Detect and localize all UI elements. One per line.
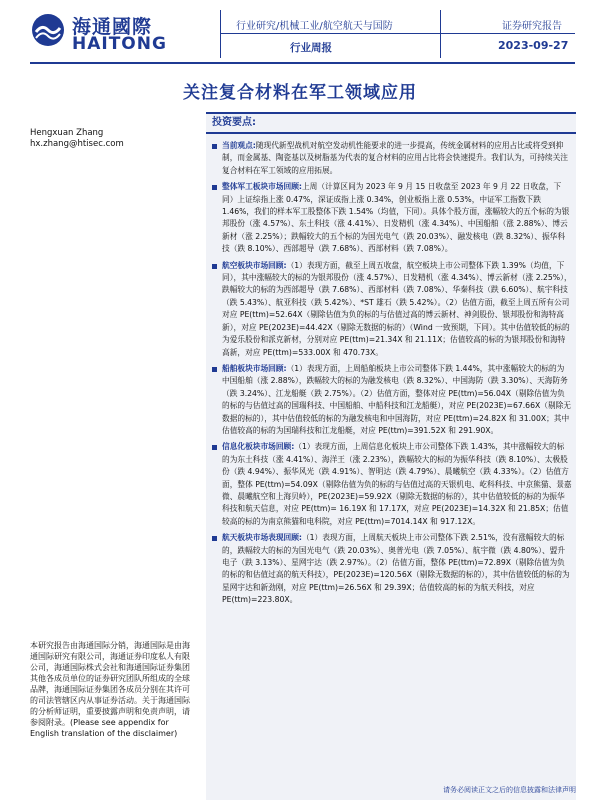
highlight-item — [212, 441, 572, 528]
square-bullet-icon — [212, 445, 217, 450]
report-header — [0, 0, 600, 62]
highlight-item — [212, 140, 572, 177]
highlight-lead: 整体军工板块市场回顾: — [222, 182, 302, 192]
highlight-text: （1）表现方面，上周航天板块上市公司整体下跌 2.51%，没有涨幅较大的标的，跌幅较大的标的为国光电气（跌 20.03%）、奥普光电（跌 7.05%）、航宇微（跌 4.80%）、盟升电子（跌 3.13%）、星网宇达（跌 2.97%）。（2）估值方面，整体 PE(ttm)=72.89X（剔除估值为负的标的和估值过高的航天科技），PE(2023E)=120.56X（剔除无数据的标的），其中估值较低的标的为星网宇达和新劲刚，对应 PE(ttm)=26.56X 和 29.39X；估值较高的标的为航天科技，对应 PE(ttm)=223.80X。 — [222, 533, 570, 605]
highlight-lead: 船舶板块市场回顾: — [222, 363, 287, 373]
footer-notice: 请务必阅读正文之后的信息披露和法律声明 — [443, 786, 576, 794]
report-date: 2023-09-27 — [498, 39, 569, 52]
header-divider — [220, 33, 575, 34]
investment-highlights — [206, 112, 576, 800]
highlight-item — [212, 181, 572, 255]
haitong-logo-icon — [30, 12, 66, 48]
square-bullet-icon — [212, 536, 217, 541]
haitong-logo — [30, 12, 180, 52]
square-bullet-icon — [212, 367, 217, 372]
highlight-lead: 航天板块市场表现回顾: — [222, 533, 302, 543]
highlight-text: （1）表现方面，上周信息化板块上市公司整体下跌 1.43%，其中涨幅较大的标的为东土科技（涨 4.41%）、海洋王（涨 2.23%），跌幅较大的标的为振华科技（跌 8.10%）、太极股份（跌 4.94%）、振华风光（跌 4.91%）、智明达（跌 4.79%）、晨曦航空（跌 4.33%）。（2）估值方面，整体 PE(ttm)=54.09X（剔除估值为负的标的与估值过高的天银机电、屹科科技、中京熊猫、景嘉微、晨曦航空和上海贝岭），PE(2023E)=59.92X（剔除无数据的标的），其中估值较低的标的为振华科技和航天信息，对应 PE(ttm)= 16.19X 和 17.17X，对应 PE(2023E)=14.32X 和 21.85X；估值较高的标的为南京熊猫和电科院，对应 PE(ttm)=7014.14X 和 917.12X。 — [222, 442, 572, 526]
distribution-disclaimer: 本研究报告由海通国际分销，海通国际是由海通国际研究有限公司，海通证券印度私人有限公司，海通国际株式会社和海通国际证券集团其他各成员单位的证券研究团队所组成的全球品牌，海通国际证券集团各成员分别在其许可的司法管辖区内从事证券活动。关于海通国际的分析师证明，重要披露声明和免责声明，请参阅附录。(Please see appendix for English translation of the disclaimer) — [30, 641, 190, 738]
header-divider — [220, 10, 221, 58]
highlight-lead: 当前观点: — [222, 141, 256, 150]
square-bullet-icon — [212, 264, 217, 269]
analyst-email: hx.zhang@htisec.com — [30, 139, 124, 149]
square-bullet-icon — [212, 144, 217, 149]
highlights-list — [206, 134, 576, 607]
report-title: 关注复合材料在军工领域应用 — [183, 83, 417, 103]
square-bullet-icon — [212, 185, 217, 190]
report-label: 证券研究报告 — [502, 21, 562, 32]
highlight-item — [212, 260, 572, 359]
report-category: 行业研究/机械工业/航空航天与国防 — [236, 21, 393, 32]
highlight-text: （1）表现方面，上周船舶板块上市公司整体下跌 1.44%，其中涨幅较大的标的为中国船舶（涨 2.88%），跌幅较大的标的为融发核电（跌 8.32%）、中国海防（跌 3.30%）、天海防务（跌 3.24%）、江龙船艇（跌 2.75%）。（2）估值方面，整体对应 PE(ttm)=56.04X（剔除估值为负的标的与估值过高的国瑞科技、中国船舶、中船科技和江龙船艇），对应 PE(2023E)=67.66X（剔除无数据的标的），其中估值较低的标的为融发核电和中国海防，对应 PE(ttm)=24.82X 和 31.00X；其中估值较高的标的为国瑞科技和江龙船艇，对应 PE(ttm)=391.52X 和 291.90X。 — [222, 363, 571, 435]
logo-english-name: HAITONG — [72, 34, 167, 54]
header-rule — [30, 62, 575, 64]
report-type: 行业周报 — [290, 42, 332, 54]
highlight-lead: 信息化板块市场回顾: — [222, 442, 295, 452]
logo-chinese-name: 海通國際 — [72, 16, 153, 38]
highlight-text: 上周（计算区间为 2023 年 9 月 15 日收盘至 2023 年 9 月 22 日收盘，下同）上证综指上涨 0.47%，深证成指上涨 0.34%，创业板指上涨 0.53%，中证军工指数下跌 1.46%，我们的样本军工股整体下跌 1.54%（均值，下同）。具体个股方面，涨幅较大的五个标的为银邦股份（涨 4.57%）、东土科技（涨 4.41%）、日发精机（涨 4.34%）、中国船舶（涨 2.88%）、博云新材（涨 2.25%）；跌幅较大的五个标的为国光电气（跌 20.03%）、融发核电（跌 8.32%）、振华科技（跌 8.10%）、西部超导（跌 7.68%）、西部材料（跌 7.08%）。 — [222, 182, 570, 254]
highlight-text: 随现代新型战机对航空发动机性能要求的进一步提高，传统金属材料的应用占比或将受到抑制，而金属基、陶瓷基以及树脂基为代表的复合材料的应用占比将会快速提升。我们认为，可持续关注复合材料在军工领域的应用拓展。 — [222, 141, 568, 175]
highlight-item — [212, 363, 572, 437]
analyst-name: Hengxuan Zhang — [30, 128, 104, 138]
header-divider — [440, 10, 441, 58]
highlights-heading: 投资要点: — [206, 112, 576, 134]
highlight-text: （1）表现方面，截至上周五收盘，航空板块上市公司整体下跌 1.39%（均值，下同），其中涨幅较大的标的为银邦股份（涨 4.57%）、日发精机（涨 4.34%）、博云新材（涨 2.25%），跌幅较大的标的为西部超导（跌 7.68%）、西部材料（跌 7.08%）、华秦科技（跌 6.60%）、航宇科技（跌 5.43%）、航亚科技（跌 5.42%）、*ST 雄石（跌 5.42%）。（2）估值方面，截至上周五所有公司对应 PE(ttm)=52.64X（剔除估值为负的标的与估值过高的博云新材、神剑股份、银邦股份和海特高新），对应 PE(2023E)=44.42X（剔除无数据的标的）（Wind 一致预期，下同）。其中估值较低的标的为爱乐股份和派克新材，分别对应 PE(ttm)=21.34X 和 21.11X；估值较高的标的为银邦股份和海特高新，对应 PE(ttm)=533.00X 和 470.73X。 — [222, 260, 572, 357]
highlight-item — [212, 532, 572, 606]
highlight-lead: 航空板块市场回顾: — [222, 260, 287, 270]
analyst-info — [30, 128, 124, 150]
